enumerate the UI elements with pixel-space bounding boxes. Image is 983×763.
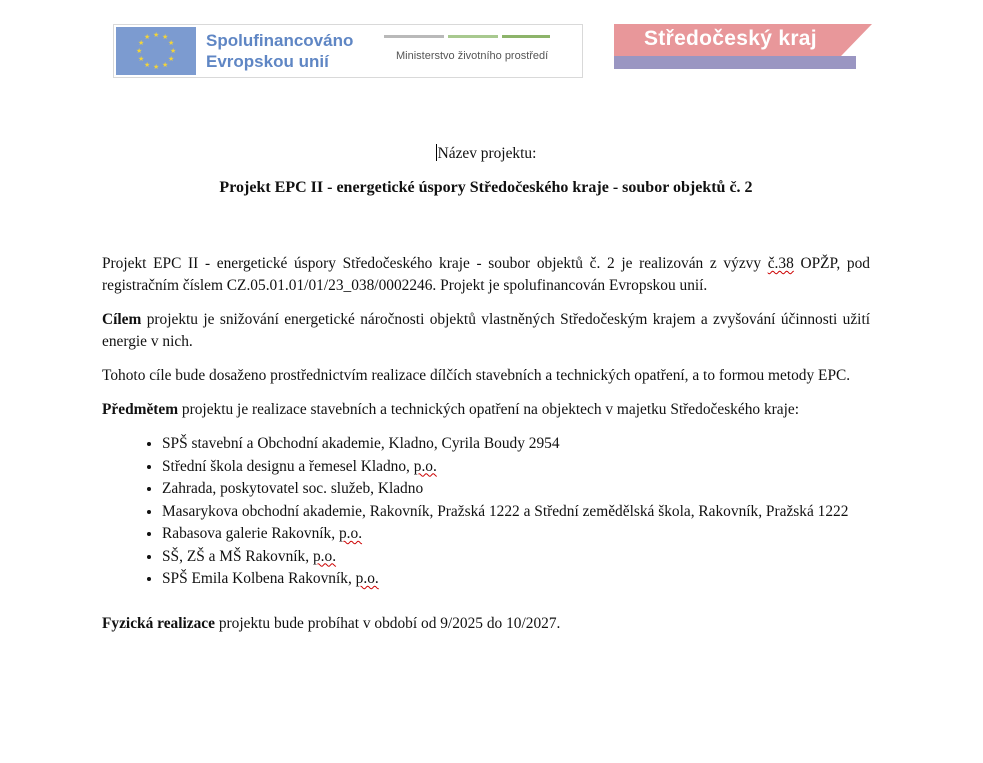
ministry-name: Ministerstvo životního prostředí — [396, 50, 549, 62]
text-cursor — [436, 144, 437, 161]
eu-flag-icon: ★ ★ ★ ★ ★ ★ ★ ★ ★ ★ ★ ★ — [116, 27, 196, 75]
list-item: • Rabasova galerie Rakovník, p.o. — [162, 523, 870, 546]
list-item: • Zahrada, poskytovatel soc. služeb, Kladno — [162, 478, 870, 501]
list-item: • SPŠ stavební a Obchodní akademie, Kladno, Cyrila Boudy 2954 — [162, 433, 870, 456]
intro-paragraph: Projekt EPC II - energetické úspory Středočeského kraje - soubor objektů č. 2 je realizován z výzvy č.38 OPŽP, pod registračním číslem CZ.05.01.01/01/23_038/0002246. Projekt je spolufinancován Evropskou unií. — [102, 255, 871, 294]
implementation-paragraph: Fyzická realizace projektu bude probíhat v období od 9/2025 do 10/2027. — [102, 614, 561, 632]
region-logo — [614, 24, 872, 72]
list-item: • Masarykova obchodní akademie, Rakovník, Pražská 1222 a Střední zemědělská škola, Rakovník, Pražská 1222 — [162, 501, 870, 524]
eu-cofunding-text: Spolufinancováno Evropskou unií — [206, 31, 354, 71]
objects-list — [102, 433, 870, 591]
list-item: • SPŠ Emila Kolbena Rakovník, p.o. — [162, 568, 870, 591]
region-logo-text: Středočeský kraj — [644, 27, 817, 50]
region-logo-lilac-band — [614, 56, 856, 69]
method-paragraph: Tohoto cíle bude dosaženo prostřednictvím realizace dílčích stavebních a technických opatření, a to formou metody EPC. — [102, 367, 851, 384]
document-body — [102, 143, 870, 635]
aim-paragraph: Cílem projektu je snižování energetické náročnosti objektů vlastněných Středočeským krajem a zvyšování účinnosti užití energie v nich. — [102, 311, 870, 350]
project-name-label: Název projektu: — [437, 145, 537, 162]
list-item: • Střední škola designu a řemesel Kladno, p.o. — [162, 456, 870, 479]
cofunding-logo-bar — [113, 24, 583, 78]
list-item: • SŠ, ZŠ a MŠ Rakovník, p.o. — [162, 546, 870, 569]
subject-paragraph: Předmětem projektu je realizace stavebních a technických opatření na objektech v majetku Středočeského kraje: — [102, 401, 799, 418]
project-title: Projekt EPC II - energetické úspory Středočeského kraje - soubor objektů č. 2 — [219, 179, 753, 196]
